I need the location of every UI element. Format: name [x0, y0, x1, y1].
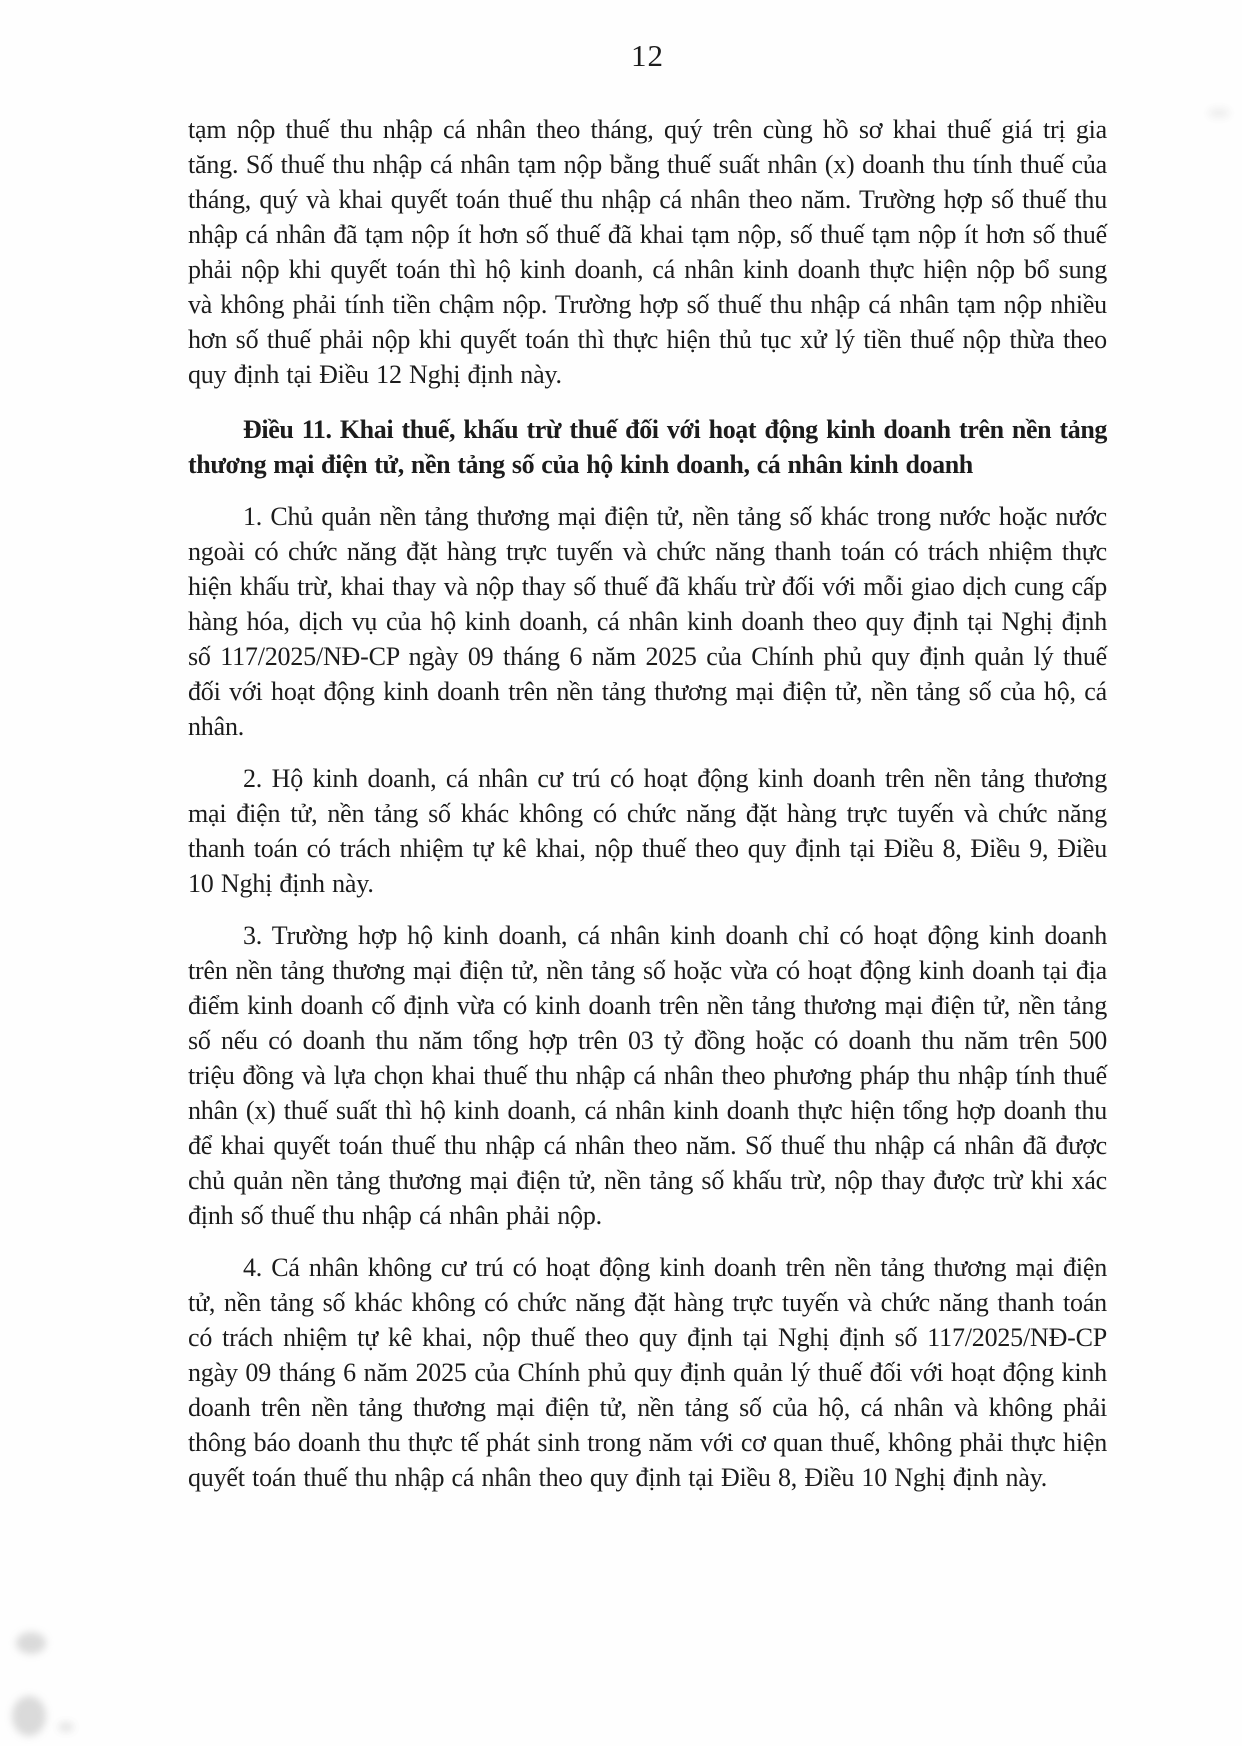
paragraph: tạm nộp thuế thu nhập cá nhân theo tháng, quý trên cùng hồ sơ khai thuế giá trị gia tăng. Số thuế thu nhập cá nhân tạm nộp bằng thuế suất nhân (x) doanh thu tính thuế của tháng, quý và khai quyết toán thuế thu nhập cá nhân theo năm. Trường hợp số thuế thu nhập cá nhân đã tạm nộp ít hơn số thuế đã khai tạm nộp, số thuế tạm nộp ít hơn số thuế phải nộp khi quyết toán thì hộ kinh doanh, cá nhân kinh doanh thực hiện nộp bổ sung và không phải tính tiền chậm nộp. Trường hợp số thuế thu nhập cá nhân tạm nộp nhiều hơn số thuế phải nộp khi quyết toán thì thực hiện thủ tục xử lý tiền thuế nộp thừa theo quy định tại Điều 12 Nghị định này. [188, 115, 1107, 389]
paragraph: 3. Trường hợp hộ kinh doanh, cá nhân kinh doanh chỉ có hoạt động kinh doanh trên nền tảng thương mại điện tử, nền tảng số hoặc vừa có hoạt động kinh doanh tại địa điểm kinh doanh cố định vừa có kinh doanh trên nền tảng thương mại điện tử, nền tảng số nếu có doanh thu năm tổng hợp trên 03 tỷ đồng hoặc có doanh thu năm trên 500 triệu đồng và lựa chọn khai thuế thu nhập cá nhân theo phương pháp thu nhập tính thuế nhân (x) thuế suất thì hộ kinh doanh, cá nhân kinh doanh thực hiện tổng hợp doanh thu để khai quyết toán thuế thu nhập cá nhân theo năm. Số thuế thu nhập cá nhân đã được chủ quản nền tảng thương mại điện tử, nền tảng số khấu trừ, nộp thay được trừ khi xác định số thuế thu nhập cá nhân phải nộp. [188, 921, 1107, 1230]
paragraph: 4. Cá nhân không cư trú có hoạt động kinh doanh trên nền tảng thương mại điện tử, nền tảng số khác không có chức năng đặt hàng trực tuyến và chức năng thanh toán có trách nhiệm tự kê khai, nộp thuế theo quy định tại Nghị định số 117/2025/NĐ-CP ngày 09 tháng 6 năm 2025 của Chính phủ quy định quản lý thuế đối với hoạt động kinh doanh trên nền tảng thương mại điện tử, nền tảng số của hộ, cá nhân và không phải thông báo doanh thu thực tế phát sinh trong năm với cơ quan thuế, không phải thực hiện quyết toán thuế thu nhập cá nhân theo quy định tại Điều 8, Điều 10 Nghị định này. [188, 1253, 1107, 1492]
paragraph: 2. Hộ kinh doanh, cá nhân cư trú có hoạt động kinh doanh trên nền tảng thương mại điện tử, nền tảng số khác không có chức năng đặt hàng trực tuyến và chức năng thanh toán có trách nhiệm tự kê khai, nộp thuế theo quy định tại Điều 8, Điều 9, Điều 10 Nghị định này. [188, 764, 1107, 898]
scan-smudge [1208, 108, 1230, 118]
scan-smudge [16, 1632, 46, 1654]
scan-smudge [58, 1722, 74, 1732]
paragraph: 1. Chủ quản nền tảng thương mại điện tử, nền tảng số khác trong nước hoặc nước ngoài có chức năng đặt hàng trực tuyến và chức năng thanh toán có trách nhiệm thực hiện khấu trừ, khai thay và nộp thay số thuế đã khấu trừ đối với mỗi giao dịch cung cấp hàng hóa, dịch vụ của hộ kinh doanh, cá nhân kinh doanh theo quy định tại Nghị định số 117/2025/NĐ-CP ngày 09 tháng 6 năm 2025 của Chính phủ quy định quản lý thuế đối với hoạt động kinh doanh trên nền tảng thương mại điện tử, nền tảng số của hộ, cá nhân. [188, 502, 1107, 741]
document-content [188, 112, 1107, 1512]
section-heading: Điều 11. Khai thuế, khấu trừ thuế đối với hoạt động kinh doanh trên nền tảng thương mại điện tử, nền tảng số của hộ kinh doanh, cá nhân kinh doanh [188, 415, 1107, 479]
page-number: 12 [631, 38, 664, 73]
scan-smudge [12, 1696, 46, 1736]
